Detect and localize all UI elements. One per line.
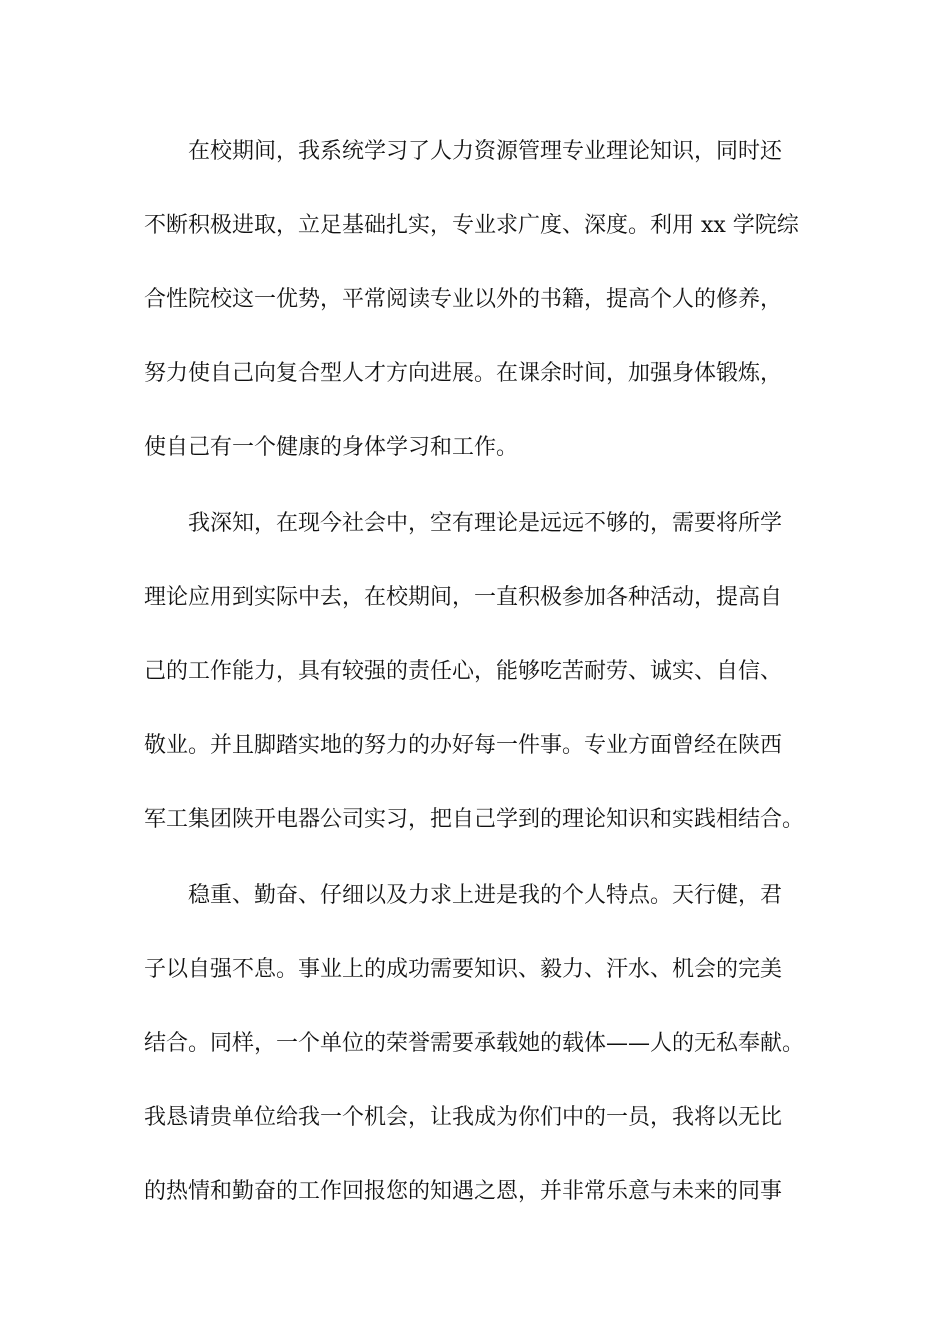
text-line: 己的工作能力，具有较强的责任心，能够吃苦耐劳、诚实、自信、	[144, 659, 783, 684]
text-line: 敬业。并且脚踏实地的努力的办好每一件事。专业方面曾经在陕西	[144, 733, 783, 758]
text-line: 的热情和勤奋的工作回报您的知遇之恩，并非常乐意与未来的同事	[144, 1179, 783, 1204]
text-line: 我恳请贵单位给我一个机会，让我成为你们中的一员，我将以无比	[144, 1105, 783, 1130]
text-line: 结合。同样，一个单位的荣誉需要承载她的载体——人的无私奉献。	[144, 1031, 805, 1056]
text-line: 在校期间，我系统学习了人力资源管理专业理论知识，同时还	[188, 139, 783, 164]
text-line: 理论应用到实际中去，在校期间，一直积极参加各种活动，提高自	[144, 585, 783, 610]
text-line: 稳重、勤奋、仔细以及力求上进是我的个人特点。天行健，君	[188, 883, 783, 908]
text-line: 合性院校这一优势，平常阅读专业以外的书籍，提高个人的修养，	[144, 287, 783, 312]
text-line: 军工集团陕开电器公司实习，把自己学到的理论知识和实践相结合。	[144, 807, 805, 832]
text-line: 不断积极进取，立足基础扎实，专业求广度、深度。利用 xx 学院综	[144, 213, 799, 238]
text-line: 子以自强不息。事业上的成功需要知识、毅力、汗水、机会的完美	[144, 957, 783, 982]
text-line: 我深知，在现今社会中，空有理论是远远不够的，需要将所学	[188, 511, 783, 536]
text-line: 使自己有一个健康的身体学习和工作。	[144, 435, 519, 460]
text-line: 努力使自己向复合型人才方向进展。在课余时间，加强身体锻炼，	[144, 361, 783, 386]
